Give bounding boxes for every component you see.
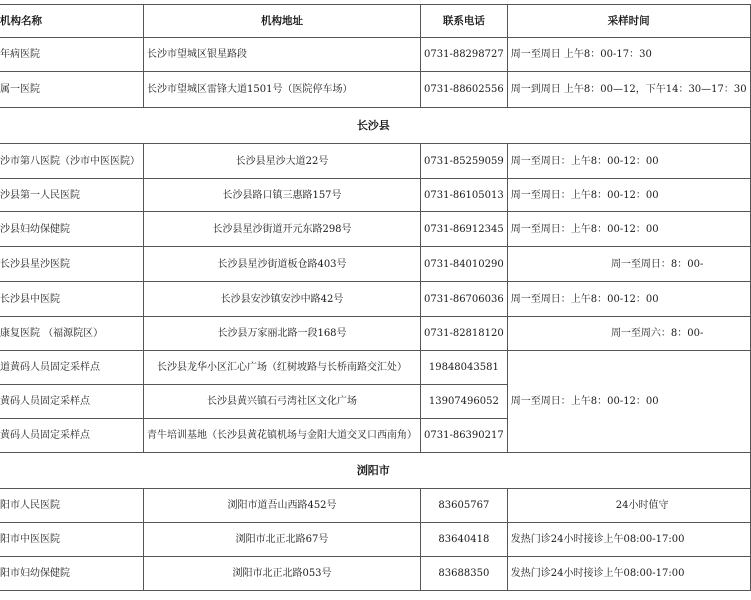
cell-time: 周一至周日：上午8：00-12：00 [507,179,750,212]
cell-phone: 83605767 [421,489,508,523]
table-row [0,351,750,385]
cell-address: 浏阳市北正北路053号 [144,557,421,591]
cell-time: 周一至周日 上午8：00-17：30 [507,38,750,72]
cell-phone: 0731-82818120 [421,317,508,351]
table-row [0,247,750,282]
cell-phone: 0731-88298727 [421,38,508,72]
table-row [0,212,750,247]
cell-time: 周一至周日：8：00- [507,247,750,282]
cell-name: 沙县第一人民医院 [0,179,144,212]
cell-address: 长沙县路口镇三惠路157号 [144,179,421,212]
section-row-liuyang [0,453,750,489]
section-title: 长沙县 [0,108,750,144]
cell-name: 黄码人员固定采样点 [0,419,144,453]
cell-phone: 0731-85259059 [421,144,508,179]
cell-address: 浏阳市北正北路67号 [144,523,421,557]
cell-address: 长沙县龙华小区汇心广场（红树坡路与长桥南路交汇处） [144,351,421,385]
table-row [0,317,750,351]
cell-name: 阳市妇幼保健院 [0,557,144,591]
cell-phone: 83640418 [421,523,508,557]
header-row [0,5,750,38]
cell-phone: 0731-86105013 [421,179,508,212]
cell-address: 青牛培训基地（长沙县黄花镇机场与金阳大道交叉口西南角） [144,419,421,453]
cell-address: 长沙县星沙街道板仓路403号 [144,247,421,282]
cell-name: 长沙县星沙医院 [0,247,144,282]
cell-time: 周一至周日：上午8：00-12：00 [507,144,750,179]
header-name: 机构名称 [0,5,144,38]
section-row-changsha [0,108,750,144]
cell-address: 长沙市望城区银星路段 [144,38,421,72]
cell-name: 阳市中医医院 [0,523,144,557]
cell-address: 浏阳市道吾山西路452号 [144,489,421,523]
header-address: 机构地址 [144,5,421,38]
cell-address: 长沙县万家丽北路一段168号 [144,317,421,351]
cell-name: 年病医院 [0,38,144,72]
cell-time: 周一至周日：上午8：00-12：00 [507,212,750,247]
cell-address: 长沙县星沙大道22号 [144,144,421,179]
cell-phone: 13907496052 [421,385,508,419]
cell-time-merged: 周一至周日：上午8：00-12：00 [507,351,750,453]
cell-time: 发热门诊24小时接诊上午08:00-17:00 [507,523,750,557]
cell-phone: 83688350 [421,557,508,591]
cell-time: 发热门诊24小时接诊上午08:00-17:00 [507,557,750,591]
section-title: 浏阳市 [0,453,750,489]
cell-name: 沙市第八医院（沙市中医医院） [0,144,144,179]
table-row [0,179,750,212]
sampling-sites-table [0,4,751,591]
cell-time: 周一到周日 上午8：00—12，下午14：30—17：30 [507,72,750,108]
table-row [0,489,750,523]
table-row [0,72,750,108]
cell-phone: 0731-84010290 [421,247,508,282]
table-row [0,144,750,179]
table-row [0,523,750,557]
cell-phone: 19848043581 [421,351,508,385]
cell-name: 阳市人民医院 [0,489,144,523]
cell-phone: 0731-86706036 [421,282,508,317]
cell-name: 黄码人员固定采样点 [0,385,144,419]
cell-phone: 0731-88602556 [421,72,508,108]
cell-address: 长沙市望城区雷锋大道1501号（医院停车场） [144,72,421,108]
cell-phone: 0731-86912345 [421,212,508,247]
header-time: 采样时间 [507,5,750,38]
table-row [0,282,750,317]
cell-name: 康复医院 （福源院区） [0,317,144,351]
cell-address: 长沙县安沙镇安沙中路42号 [144,282,421,317]
cell-time: 24小时值守 [507,489,750,523]
cell-name: 属一医院 [0,72,144,108]
cell-phone: 0731-86390217 [421,419,508,453]
cell-name: 沙县妇幼保健院 [0,212,144,247]
table-row [0,38,750,72]
cell-time: 周一至周日：上午8：00-12：00 [507,282,750,317]
header-phone: 联系电话 [421,5,508,38]
cell-address: 长沙县星沙街道开元东路298号 [144,212,421,247]
table-row [0,557,750,591]
cell-name: 长沙县中医院 [0,282,144,317]
cell-time: 周一至周六：8：00- [507,317,750,351]
cell-address: 长沙县黄兴镇石弓湾社区文化广场 [144,385,421,419]
cell-name: 道黄码人员固定采样点 [0,351,144,385]
